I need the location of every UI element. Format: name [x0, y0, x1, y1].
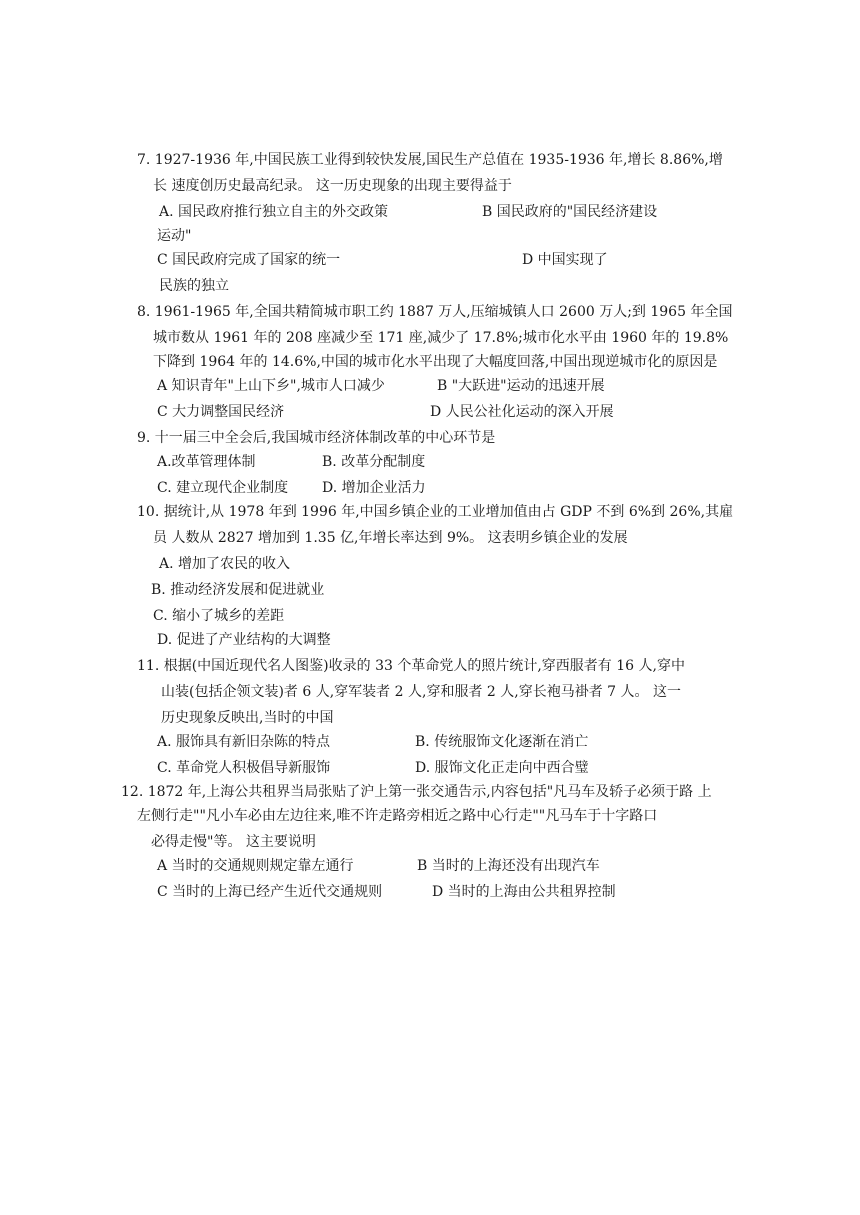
question-12-option-c: C 当时的上海已经产生近代交通规则	[157, 884, 383, 900]
question-10-stem-line-1: 10. 据统计,从 1978 年到 1996 年,中国乡镇企业的工业增加值由占 GDP 不到 6%到 26%,其雇	[137, 504, 734, 520]
question-8-option-c: C 大力调整国民经济	[157, 404, 285, 420]
question-8-option-b: B "大跃进"运动的迅速开展	[437, 378, 605, 394]
question-11-stem-line-1: 11. 根据(中国近现代名人图鉴)收录的 33 个革命党人的照片统计,穿西服者有 16 人,穿中	[137, 658, 685, 674]
question-11-option-a: A. 服饰具有新旧杂陈的特点	[157, 734, 331, 750]
question-11-option-d: D. 服饰文化正走向中西合璧	[415, 760, 589, 776]
question-9-option-b: B. 改革分配制度	[322, 454, 426, 470]
question-7-option-d: D 中国实现了	[522, 252, 608, 268]
question-8-option-d: D 人民公社化运动的深入开展	[430, 404, 614, 420]
question-11-stem-line-2: 山装(包括企领文装)者 6 人,穿军装者 2 人,穿和服者 2 人,穿长袍马褂者 7 人。 这一	[161, 684, 681, 700]
question-9-option-d: D. 增加企业活力	[322, 480, 426, 496]
question-7-stem-line-2: 长 速度创历史最高纪录。 这一历史现象的出现主要得益于	[153, 178, 512, 194]
question-7-option-a: A. 国民政府推行独立自主的外交政策	[159, 204, 389, 220]
question-8-stem-line-1: 8. 1961-1965 年,全国共精简城市职工约 1887 万人,压缩城镇人口 2600 万人;到 1965 年全国	[137, 304, 733, 320]
question-8-stem-line-3: 下降到 1964 年的 14.6%,中国的城市化水平出现了大幅度回落,中国出现逆城市化的原因是	[153, 354, 718, 370]
question-10-option-b: B. 推动经济发展和促进就业	[151, 582, 325, 598]
question-7-option-b: B 国民政府的"国民经济建设	[482, 204, 658, 220]
question-7-stem-line-1: 7. 1927-1936 年,中国民族工业得到较快发展,国民生产总值在 1935-1936 年,增长 8.86%,增	[137, 152, 723, 168]
question-11-option-c: C. 革命党人积极倡导新服饰	[157, 760, 331, 776]
question-10-option-a: A. 增加了农民的收入	[159, 556, 291, 572]
question-10-option-d: D. 促进了产业结构的大调整	[157, 632, 331, 648]
question-9-option-c: C. 建立现代企业制度	[157, 480, 289, 496]
question-11-stem-line-3: 历史现象反映出,当时的中国	[161, 710, 334, 726]
question-12-option-a: A 当时的交通规则规定靠左通行	[157, 858, 354, 874]
question-10-stem-line-2: 员 人数从 2827 增加到 1.35 亿,年增长率达到 9%。 这表明乡镇企业的发展	[153, 530, 628, 546]
question-12-stem-line-3: 必得走慢"等。 这主要说明	[151, 834, 316, 850]
question-7-option-b-cont: 运动"	[157, 228, 192, 244]
question-9-option-a: A.改革管理体制	[157, 454, 256, 470]
question-8-stem-line-2: 城市数从 1961 年的 208 座减少至 171 座,减少了 17.8%;城市化水平由 1960 年的 19.8%	[153, 330, 729, 346]
question-12-option-d: D 当时的上海由公共租界控制	[432, 884, 616, 900]
question-12-stem-line-1: 12. 1872 年,上海公共租界当局张贴了沪上第一张交通告示,内容包括"凡马车及轿子必须于路 上	[121, 784, 712, 800]
question-12-stem-line-2: 左侧行走""凡小车必由左边往来,唯不许走路旁相近之路中心行走""凡马车于十字路口	[137, 808, 658, 824]
question-8-option-a: A 知识青年"上山下乡",城市人口减少	[157, 378, 385, 394]
question-11-option-b: B. 传统服饰文化逐渐在消亡	[415, 734, 589, 750]
question-7-option-d-cont: 民族的独立	[159, 278, 229, 294]
question-9-stem: 9. 十一届三中全会后,我国城市经济体制改革的中心环节是	[137, 430, 496, 446]
question-7-option-c: C 国民政府完成了国家的统一	[157, 252, 341, 268]
question-12-option-b: B 当时的上海还没有出现汽车	[417, 858, 600, 874]
question-10-option-c: C. 缩小了城乡的差距	[153, 608, 285, 624]
